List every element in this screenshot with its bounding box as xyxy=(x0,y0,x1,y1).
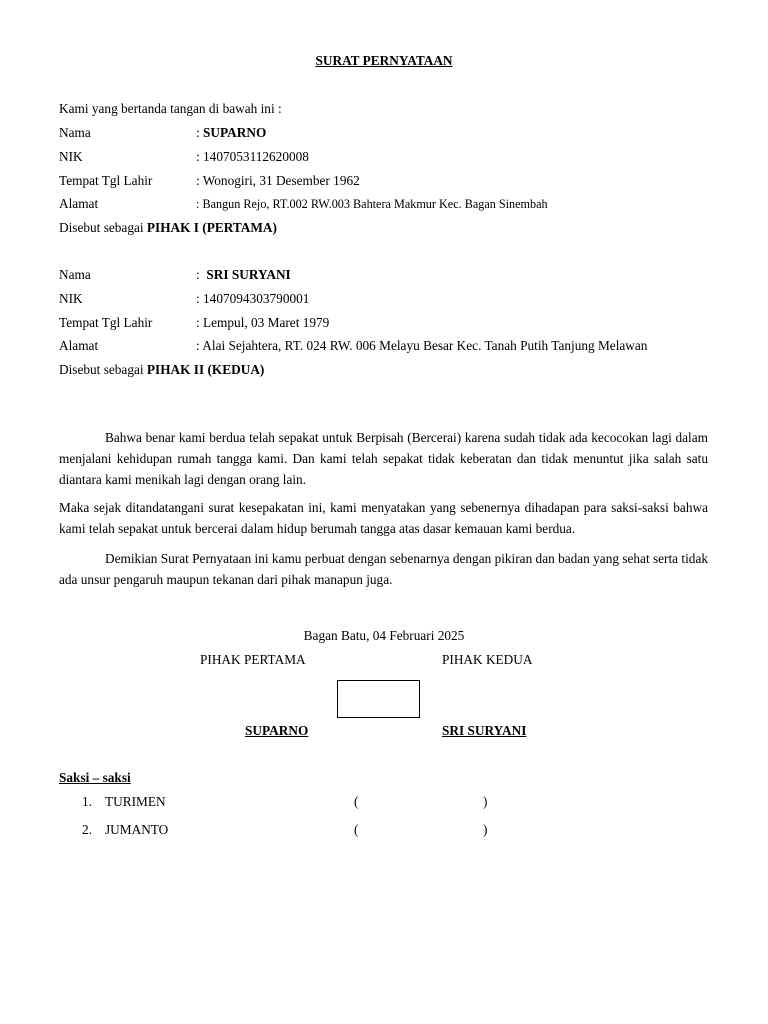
witness-2-number: 2. xyxy=(82,822,92,837)
party2-alamat-value: Alai Sejahtera, RT. 024 RW. 006 Melayu Besar Kec. Tanah Putih Tanjung Melawan xyxy=(202,338,648,353)
party2-ttl-label: Tempat Tgl Lahir xyxy=(59,315,153,330)
witness-1-number: 1. xyxy=(82,794,92,809)
party2-alamat-label: Alamat xyxy=(59,338,99,353)
body-paragraph-2: Maka sejak ditandatangani surat kesepakatan ini, kami menyatakan yang sebenernya dihadapan para saksi-saksi bahwa kami telah sepakat untuk bercerai dalam hidup berumah tangga atas dasar kemauan kami berdua. xyxy=(59,500,708,536)
party1-nik-value: 1407053112620008 xyxy=(203,149,309,164)
party2-nik-value: 1407094303790001 xyxy=(203,291,310,306)
stamp-box xyxy=(337,680,420,718)
party1-nama-label: Nama xyxy=(59,125,91,140)
intro-text: Kami yang bertanda tangan di bawah ini : xyxy=(59,101,282,116)
party2-ttl-value: Lempul, 03 Maret 1979 xyxy=(203,315,330,330)
party1-nama-value: SUPARNO xyxy=(203,125,267,140)
document-title: SURAT PERNYATAAN xyxy=(315,53,453,68)
party2-nik-field: : 1407094303790001 xyxy=(196,291,310,306)
witness-2-name: JUMANTO xyxy=(105,822,169,837)
party2-alamat-field: : Alai Sejahtera, RT. 024 RW. 006 Melayu Besar Kec. Tanah Putih Tanjung Melawan xyxy=(196,338,648,353)
party1-ttl-field: : Wonogiri, 31 Desember 1962 xyxy=(196,173,360,188)
party1-ttl-value: Wonogiri, 31 Desember 1962 xyxy=(202,173,360,188)
place-date: Bagan Batu, 04 Februari 2025 xyxy=(303,628,465,643)
party2-nik-label: NIK xyxy=(59,291,83,306)
witness-1-name: TURIMEN xyxy=(105,794,166,809)
party1-alamat-value: Bangun Rejo, RT.002 RW.003 Bahtera Makmur Kec. Bagan Sinembah xyxy=(202,197,548,211)
pihak-pertama-label: PIHAK PERTAMA xyxy=(200,652,306,667)
party1-ttl-label: Tempat Tgl Lahir xyxy=(59,173,153,188)
body-paragraph-1: Bahwa benar kami berdua telah sepakat untuk Berpisah (Bercerai) karena sudah tidak ada kecocokan lagi dalam menjalani kehidupan rumah tangga kami. Dan kami telah sepakat tidak keberatan dan tidak menuntut jika salah satu diantara kami menikah lagi dengan orang lain. xyxy=(59,430,708,487)
witness-2-open-paren: ( xyxy=(354,822,359,837)
party1-nama-field: : SUPARNO xyxy=(196,125,267,140)
pihak-kedua-label: PIHAK KEDUA xyxy=(442,652,533,667)
party1-alamat-label: Alamat xyxy=(59,196,99,211)
signer-right-name: SRI SURYANI xyxy=(442,723,527,738)
party1-disebut-label: Disebut sebagai xyxy=(59,220,144,235)
body-paragraph-3: Demikian Surat Pernyataan ini kamu perbuat dengan sebenarnya dengan pikiran dan badan yang sehat serta tidak ada unsur pengaruh maupun tekanan dari pihak manapun juga. xyxy=(59,551,708,587)
party1-alamat-field: : Bangun Rejo, RT.002 RW.003 Bahtera Makmur Kec. Bagan Sinembah xyxy=(196,197,548,211)
party2-role-line xyxy=(59,363,264,376)
witness-1-close-paren: ) xyxy=(483,794,488,809)
party1-nik-field: : 1407053112620008 xyxy=(196,149,309,164)
party1-nik-label: NIK xyxy=(59,149,83,164)
witness-1-open-paren: ( xyxy=(354,794,359,809)
party2-nama-field: : SRI SURYANI xyxy=(196,267,291,282)
signer-left-name: SUPARNO xyxy=(245,723,309,738)
party2-ttl-field: : Lempul, 03 Maret 1979 xyxy=(196,315,330,330)
party1-role: PIHAK I (PERTAMA) xyxy=(146,220,277,235)
party2-nama-label: Nama xyxy=(59,267,91,282)
witness-2-close-paren: ) xyxy=(483,822,488,837)
witnesses-heading: Saksi – saksi xyxy=(59,770,131,785)
party2-role: PIHAK II (KEDUA) xyxy=(146,362,265,377)
party2-disebut-label: Disebut sebagai xyxy=(59,362,144,377)
party2-nama-value: SRI SURYANI xyxy=(206,267,291,282)
party1-role-line xyxy=(59,221,277,234)
